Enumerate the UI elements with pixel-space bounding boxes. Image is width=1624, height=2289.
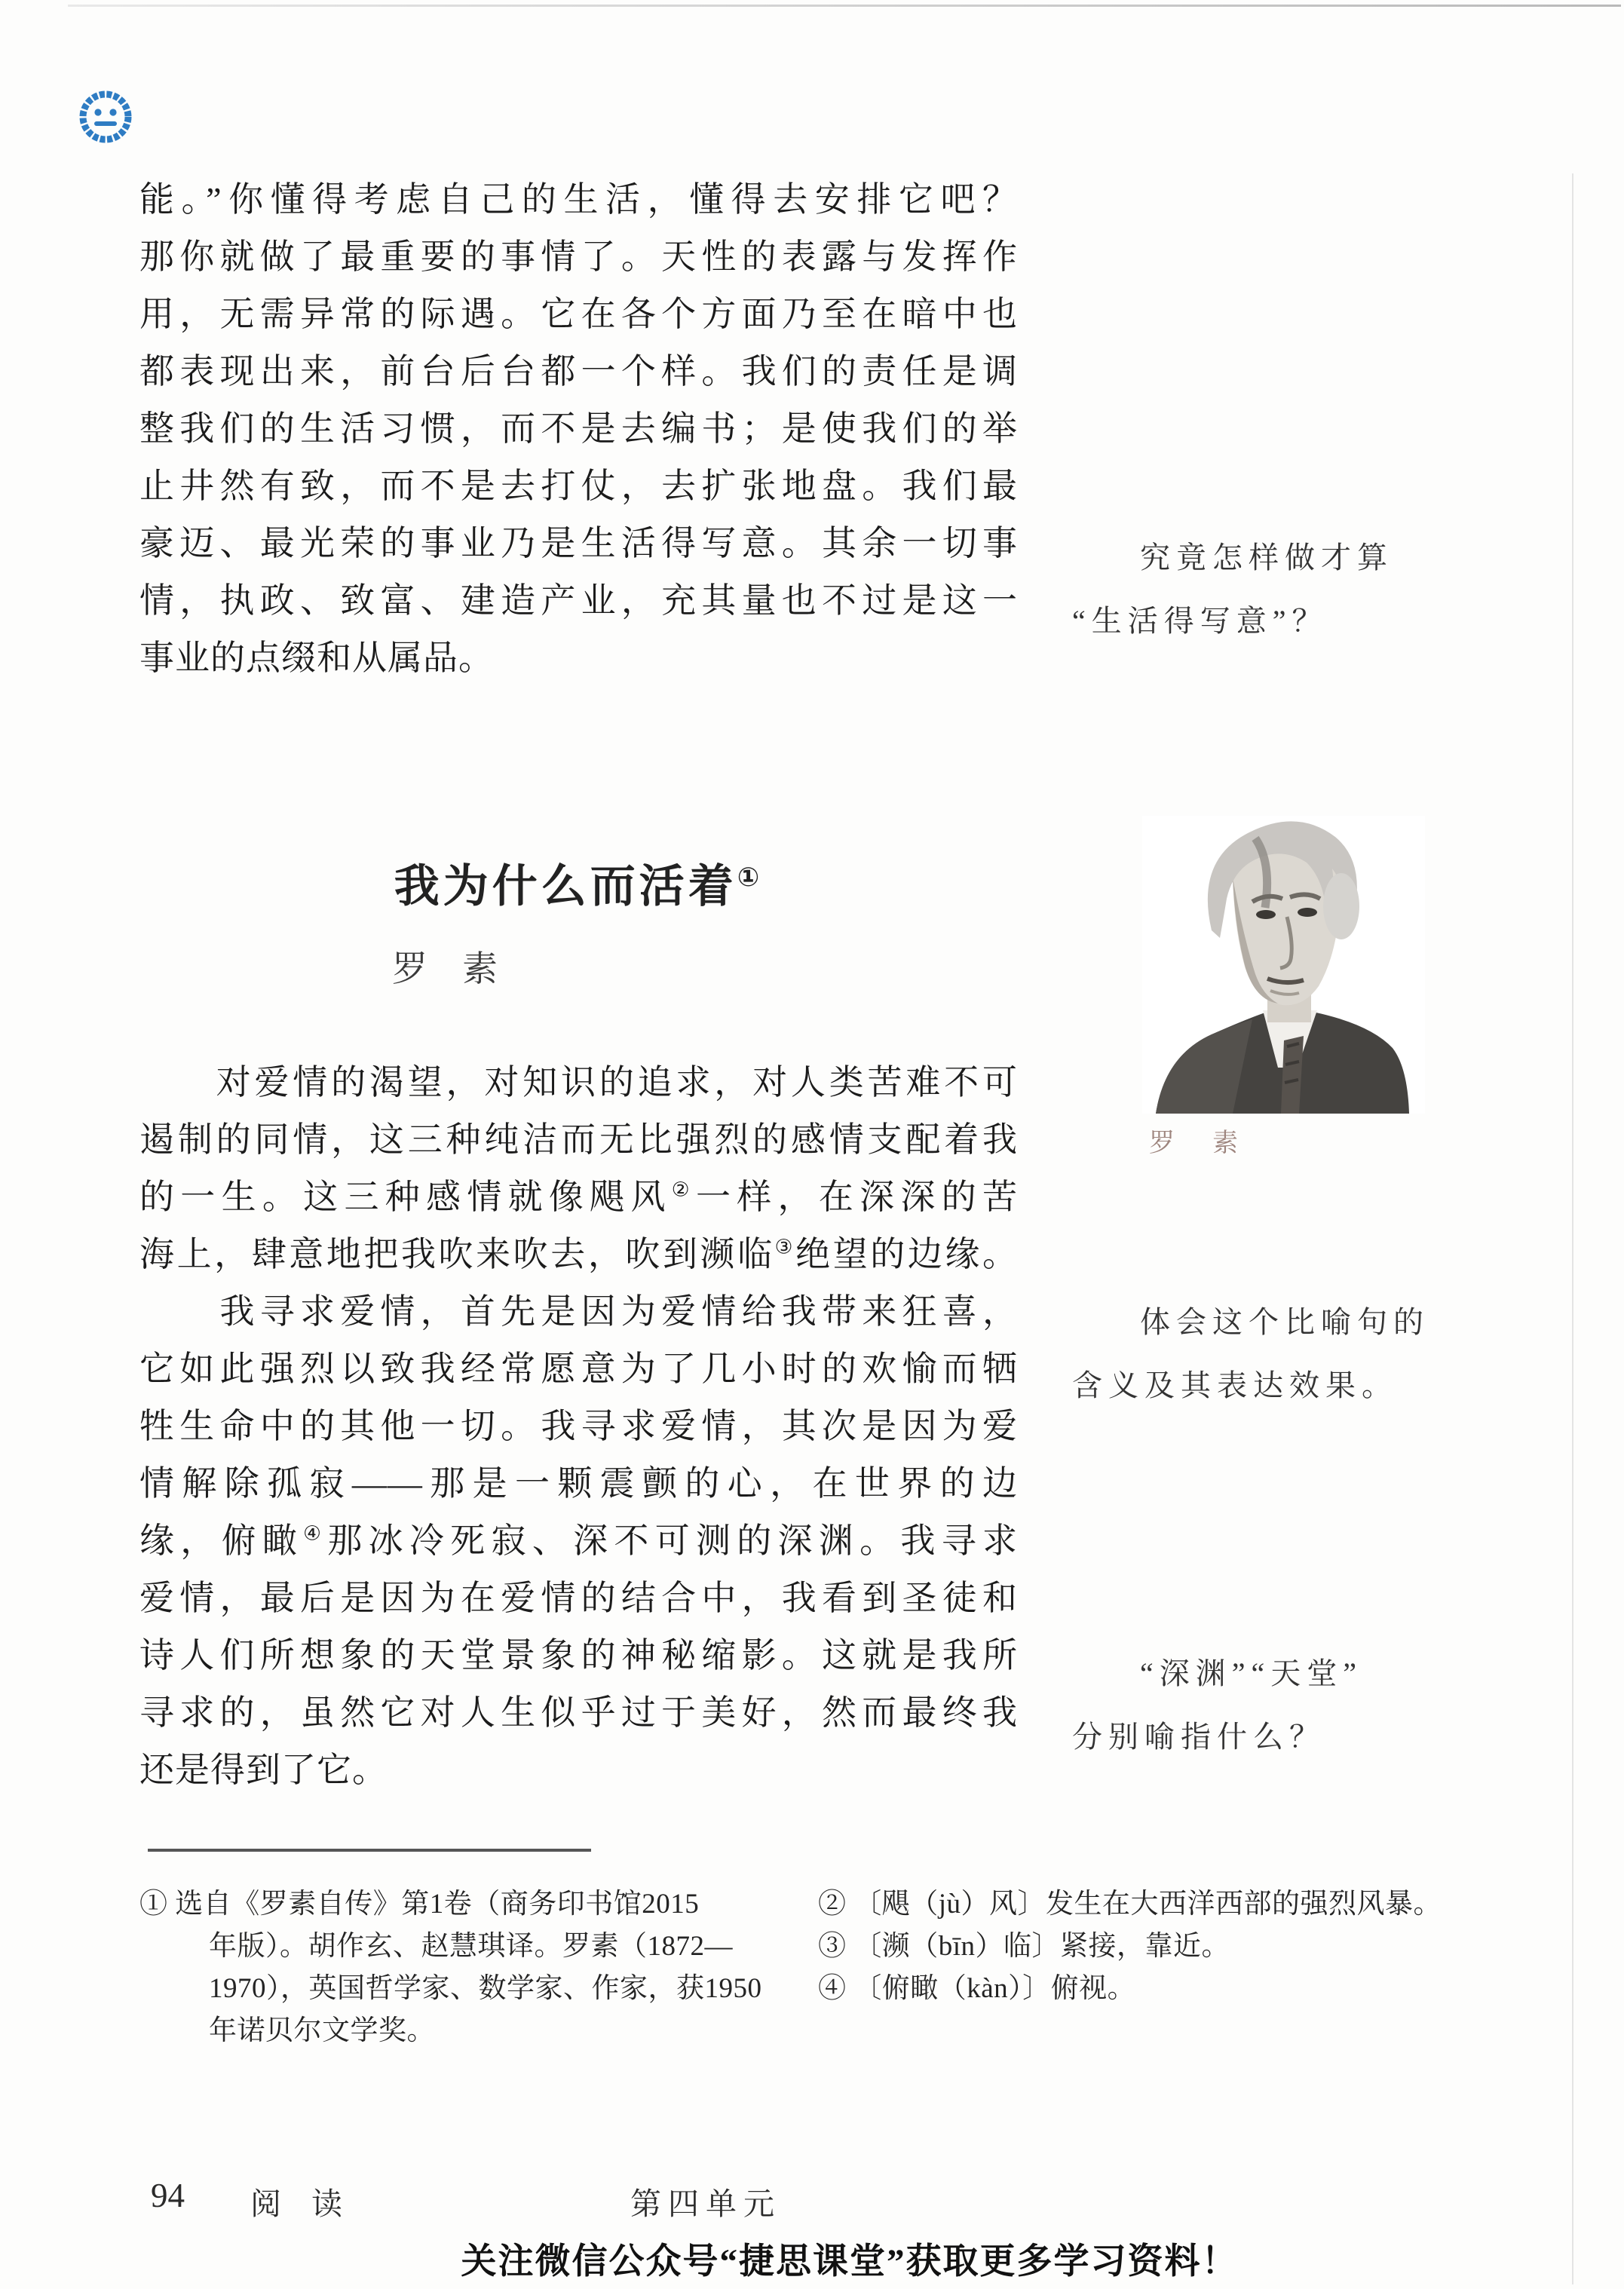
text-line: 年诺贝尔文学奖。: [209, 2015, 435, 2046]
lesson-paragraph-1: [139, 1054, 1018, 1283]
russell-portrait-photo: [1142, 816, 1425, 1114]
text-line: 它如此强烈以致我经常愿意为了几小时的欢愉而牺: [139, 1350, 1018, 1388]
text-line: 情，执政、致富、建造产业，充其量也不过是这一: [139, 581, 1018, 620]
smiley-face-icon: [78, 89, 133, 145]
text-line: 含义及其表达效果。: [1072, 1368, 1398, 1402]
footnote-column-left: [139, 1883, 803, 2052]
margin-note-3: [1072, 1642, 1555, 1769]
text-line: ④ 〔俯瞰（kàn）〕俯视。: [818, 1973, 1136, 2004]
text-line: 遏制的同情，这三种纯洁而无比强烈的感情支配着我: [139, 1120, 1018, 1159]
margin-note-1: [1072, 526, 1555, 653]
text-line: 整我们的生活习惯，而不是去编书；是使我们的举: [139, 409, 1018, 448]
text-line: ③ 〔濒（bīn）临〕紧接，靠近。: [818, 1931, 1230, 1962]
text-line: 那你就做了最重要的事情了。天性的表露与发挥作: [139, 237, 1018, 276]
page-number: 94: [151, 2177, 185, 2214]
text-line: ① 选自《罗素自传》第1卷（商务印书馆2015: [139, 1889, 700, 1920]
text-line: 究竟怎样做才算: [1140, 541, 1393, 575]
scan-artifact-top-line: [68, 5, 1621, 7]
photo-caption: 罗素: [1149, 1129, 1276, 1157]
footer-section-label: 阅读: [250, 2186, 372, 2221]
lesson-title: 我为什么而活着①: [394, 861, 764, 912]
text-line: 1970），英国哲学家、数学家、作家，获1950: [209, 1973, 762, 2004]
text-line: 牲生命中的其他一切。我寻求爱情，其次是因为爱: [139, 1407, 1018, 1445]
text-line: 用，无需异常的际遇。它在各个方面乃至在暗中也: [139, 295, 1018, 333]
text-line: 爱情，最后是因为在爱情的结合中，我看到圣徒和: [139, 1579, 1018, 1617]
footer-unit-label: 第四单元: [630, 2186, 781, 2221]
footnote-divider: [148, 1849, 591, 1852]
text-line: 分别喻指什么？: [1072, 1720, 1325, 1754]
continuation-paragraph: [139, 171, 1018, 687]
lesson-paragraph-2: [139, 1283, 1018, 1799]
text-line: 止井然有致，而不是去打仗，去扩张地盘。我们最: [139, 467, 1018, 505]
text-line: 缘，俯瞰④那冰冷死寂、深不可测的深渊。我寻求: [139, 1521, 1019, 1560]
text-line: 还是得到了它。: [139, 1751, 388, 1789]
text-line: 体会这个比喻句的: [1140, 1305, 1429, 1339]
text-line: 豪迈、最光荣的事业乃是生活得写意。其余一切事: [139, 524, 1018, 562]
text-line: 能。”你懂得考虑自己的生活，懂得去安排它吧？: [139, 180, 1018, 219]
text-line: 事业的点缀和从属品。: [139, 639, 494, 677]
text-line: ② 〔飓（jù）风〕发生在大西洋西部的强烈风暴。: [818, 1889, 1442, 1920]
text-line: 海上，肆意地把我吹来吹去，吹到濒临③绝望的边缘。: [139, 1235, 1018, 1273]
text-line: 年版）。胡作玄、赵慧琪译。罗素（1872—: [209, 1931, 733, 1962]
text-line: 的一生。这三种感情就像飓风②一样，在深深的苦: [139, 1178, 1018, 1216]
wechat-promo-text: 关注微信公众号“捷思课堂”获取更多学习资料！: [461, 2242, 1239, 2281]
text-line: 我寻求爱情，首先是因为爱情给我带来狂喜，: [139, 1292, 1018, 1331]
text-line: “深渊”“天堂”: [1140, 1656, 1363, 1690]
text-line: 都表现出来，前台后台都一个样。我们的责任是调: [139, 352, 1018, 391]
text-line: 对爱情的渴望，对知识的追求，对人类苦难不可: [139, 1063, 1018, 1102]
margin-note-2: [1072, 1291, 1555, 1417]
footnote-column-right: [818, 1883, 1580, 2010]
text-line: “生活得写意”？: [1072, 604, 1328, 638]
text-line: 情解除孤寂——那是一颗震颤的心，在世界的边: [139, 1464, 1018, 1503]
text-line: 诗人们所想象的天堂景象的神秘缩影。这就是我所: [139, 1636, 1018, 1675]
lesson-author: 罗素: [392, 950, 532, 989]
text-line: 寻求的，虽然它对人生似乎过于美好，然而最终我: [139, 1693, 1018, 1732]
